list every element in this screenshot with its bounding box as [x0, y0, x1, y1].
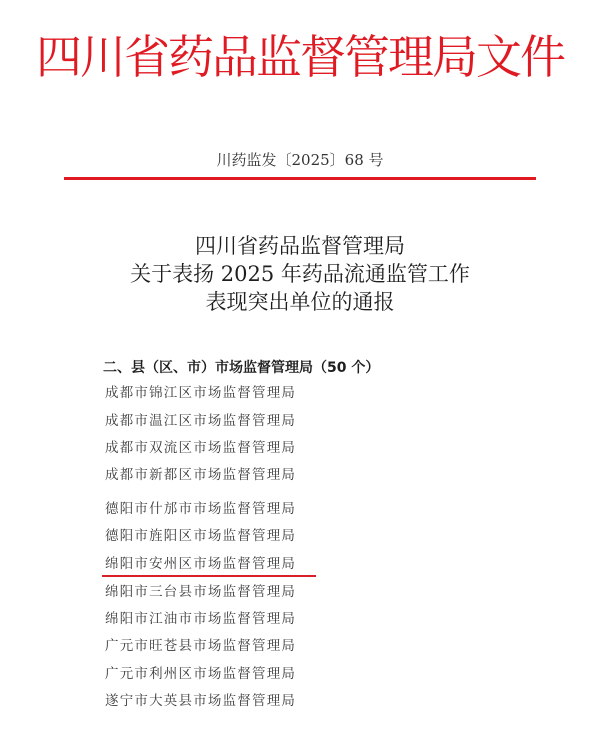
section-heading: 二、县（区、市）市场监督管理局（50 个）: [103, 360, 380, 376]
unit-item: 成都市双流区市场监督管理局: [105, 440, 297, 456]
unit-item: 成都市锦江区市场监督管理局: [105, 385, 297, 401]
unit-item: 广元市旺苍县市场监督管理局: [105, 638, 297, 654]
notice-title: [0, 232, 600, 316]
unit-item: 广元市利州区市场监督管理局: [105, 666, 297, 682]
red-divider-line: [64, 177, 536, 180]
title-line-1: 四川省药品监督管理局: [195, 234, 405, 258]
unit-item: 德阳市旌阳区市场监督管理局: [105, 528, 297, 544]
document-masthead: 四川省药品监督管理局文件: [36, 30, 564, 84]
unit-item: 绵阳市江油市市场监督管理局: [105, 611, 297, 627]
document-number: 川药监发〔2025〕68 号: [216, 151, 384, 169]
unit-item: 德阳市什邡市市场监督管理局: [105, 501, 297, 517]
unit-item: 成都市新都区市场监督管理局: [105, 467, 297, 483]
unit-item: 遂宁市大英县市场监督管理局: [105, 693, 297, 709]
unit-item: 绵阳市三台县市场监督管理局: [105, 584, 297, 600]
highlight-underline: [102, 575, 316, 577]
title-line-3: 表现突出单位的通报: [205, 290, 395, 314]
unit-item-highlighted: 绵阳市安州区市场监督管理局: [105, 556, 297, 572]
title-line-2: 关于表扬 2025 年药品流通监管工作: [130, 262, 470, 286]
unit-item: 成都市温江区市场监督管理局: [105, 413, 297, 429]
